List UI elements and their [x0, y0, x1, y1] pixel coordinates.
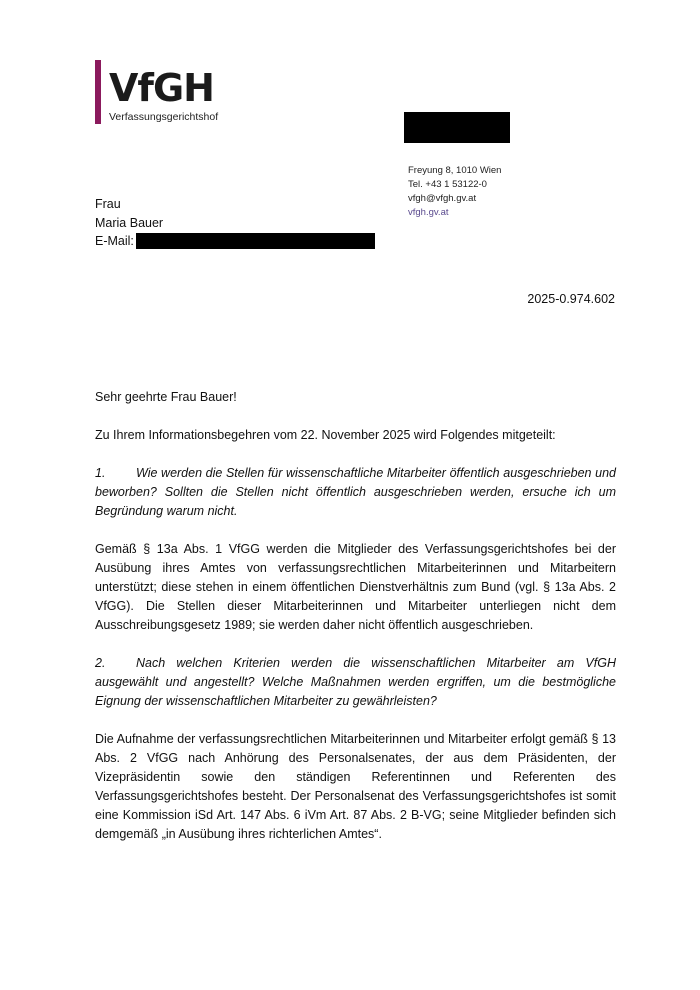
- question-2-number: 2.: [95, 656, 106, 670]
- recipient-email-line: [95, 232, 375, 251]
- sender-address: Freyung 8, 1010 Wien: [408, 165, 502, 176]
- sender-website: vfgh.gv.at: [408, 207, 449, 218]
- greeting: Sehr geehrte Frau Bauer!: [95, 390, 237, 404]
- logo-subtitle: Verfassungsgerichtshof: [109, 111, 219, 123]
- question-1-number: 1.: [95, 466, 106, 480]
- logo-wordmark: VfGH: [109, 66, 214, 110]
- redaction-block: [404, 112, 510, 143]
- question-2: [95, 654, 616, 711]
- logo-bar: [95, 60, 101, 124]
- redacted-email: [136, 233, 375, 249]
- answer-2: Die Aufnahme der verfassungsrechtlichen Mitarbeiterinnen und Mitarbeiter erfolgt gemäß § 13 Abs. 2 VfGG nach Anhörung des Personalsenates, der aus dem Präsidenten, der Vizepräsidentin sowie den ständigen Referentinnen und Referenten des Verfassungsgerichtshofes besteht. Der Personalsenat des Verfassungsgerichtshofes ist somit eine Kommission iSd Art. 147 Abs. 6 iVm Art. 87 Abs. 2 B-VG; seine Mitglieder befinden sich demgemäß „in Ausübung ihres richterlichen Amtes“.: [95, 732, 616, 841]
- question-2-text: Nach welchen Kriterien werden die wissenschaftlichen Mitarbeiter am VfGH ausgewählt und angestellt? Welche Maßnahmen werden ergriffen, um die bestmögliche Eignung der wissenschaftlichen Mitarbeiter zu gewährleisten?: [95, 656, 616, 708]
- question-1-text: Wie werden die Stellen für wissenschaftliche Mitarbeiter öffentlich ausgeschrieben und beworben? Sollten die Stellen nicht öffentlich ausgeschrieben werden, ersuche ich um Begründung warum nicht.: [95, 466, 616, 518]
- sender-phone: Tel. +43 1 53122-0: [408, 179, 487, 190]
- recipient-email-label: E-Mail:: [95, 234, 134, 248]
- sender-address-block: [408, 164, 501, 220]
- recipient-name: Maria Bauer: [95, 215, 164, 230]
- answer-1: Gemäß § 13a Abs. 1 VfGG werden die Mitglieder des Verfassungsgerichtshofes bei der Ausübung ihres Amtes von verfassungsrechtlichen Mitarbeiterinnen und Mitarbeitern unterstützt; diese stehen in einem öffentlichen Dienstverhältnis zum Bund (vgl. § 13a Abs. 2 VfGG). Die Stellen dieser Mitarbeiterinnen und Mitarbeiter unterliegen nicht dem Ausschreibungsgesetz 1989; sie werden daher nicht öffentlich ausgeschrieben.: [95, 542, 616, 632]
- letter-body: [95, 388, 616, 863]
- intro-paragraph: Zu Ihrem Informationsbegehren vom 22. November 2025 wird Folgendes mitgeteilt:: [95, 428, 556, 442]
- question-1: [95, 464, 616, 521]
- sender-email: vfgh@vfgh.gv.at: [408, 193, 477, 204]
- recipient-salutation: Frau: [95, 197, 121, 211]
- document-number: 2025-0.974.602: [527, 292, 615, 306]
- recipient-block: [95, 195, 375, 251]
